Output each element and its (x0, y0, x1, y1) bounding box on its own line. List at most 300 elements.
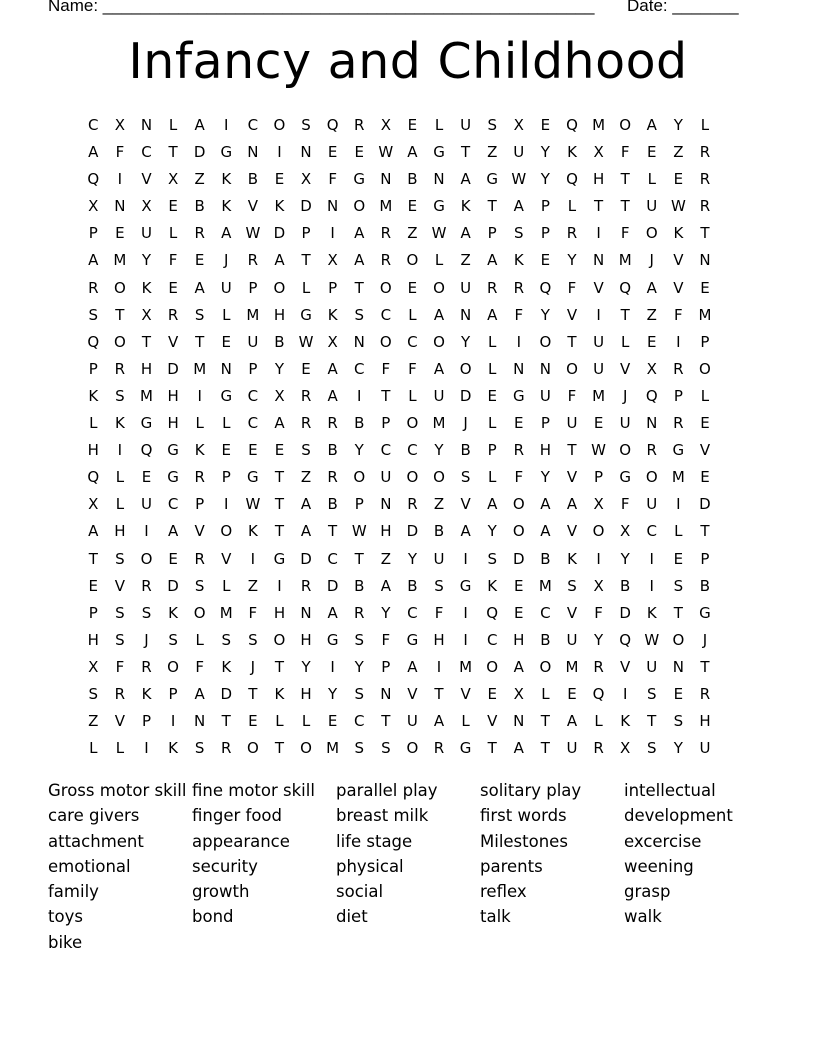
grid-letter: U (539, 386, 551, 405)
grid-letter: E (354, 143, 364, 162)
grid-letter: T (301, 251, 311, 270)
grid-letter: U (380, 468, 392, 487)
grid-letter: R (300, 414, 312, 433)
grid-letter: O (113, 278, 126, 297)
grid-letter: Z (673, 143, 684, 162)
grid-letter: X (274, 386, 285, 405)
grid-letter: E (700, 278, 710, 297)
grid-letter: G (326, 630, 339, 649)
grid-letter: N (380, 495, 392, 514)
grid-letter: D (167, 359, 179, 378)
grid-letter: M (326, 739, 340, 758)
grid-letter: P (540, 197, 550, 216)
grid-letter: I (622, 684, 628, 703)
grid-letter: H (273, 305, 286, 324)
grid-letter: M (432, 414, 446, 433)
grid-letter: C (247, 414, 259, 433)
grid-letter: D (699, 495, 711, 514)
grid-letter: L (700, 116, 710, 134)
grid-letter: L (488, 414, 497, 433)
grid-letter: A (487, 305, 498, 324)
grid-letter: P (673, 386, 683, 405)
grid-letter: S (354, 305, 364, 324)
grid-letter: G (167, 468, 179, 487)
grid-letter: P (195, 495, 205, 514)
grid-letter: G (512, 386, 525, 405)
grid-letter: B (460, 441, 471, 460)
grid-letter: T (354, 549, 364, 568)
grid-letter: W (378, 143, 394, 162)
grid-letter: H (699, 712, 711, 731)
grid-letter: I (277, 143, 282, 162)
grid-letter: T (328, 522, 338, 541)
grid-letter: X (620, 739, 631, 758)
grid-letter: L (222, 305, 231, 324)
grid-letter: N (300, 603, 312, 622)
grid-letter: X (141, 305, 152, 324)
grid-letter: P (540, 224, 550, 243)
grid-letter: O (512, 522, 525, 541)
grid-letter: V (699, 441, 711, 460)
grid-letter: S (354, 684, 364, 703)
grid-letter: E (221, 441, 231, 460)
grid-letter: R (646, 441, 657, 460)
grid-letter: M (113, 251, 127, 270)
grid-letter: O (300, 739, 312, 758)
grid-letter: P (88, 224, 98, 243)
grid-letter: A (300, 522, 312, 541)
grid-letter: F (620, 495, 630, 514)
grid-letter: Z (380, 549, 391, 568)
grid-letter: Y (540, 143, 550, 162)
grid-letter: S (514, 224, 524, 243)
grid-letter: O (193, 603, 206, 622)
grid-letter: M (538, 576, 552, 595)
grid-letter: R (486, 278, 498, 297)
grid-letter: K (221, 197, 232, 216)
grid-letter: G (220, 143, 233, 162)
grid-letter: G (273, 549, 286, 568)
grid-letter: G (140, 414, 153, 433)
grid-letter: P (248, 359, 258, 378)
grid-letter: O (645, 224, 658, 243)
grid-letter: L (700, 386, 710, 405)
grid-letter: O (140, 549, 153, 568)
grid-letter: T (168, 143, 178, 162)
grid-letter: O (539, 332, 552, 351)
grid-letter: U (646, 657, 658, 676)
grid-letter: S (194, 576, 205, 595)
grid-letter: U (220, 278, 232, 297)
grid-letter: T (700, 657, 710, 676)
grid-letter: P (88, 603, 98, 622)
word-bank-item: parents (480, 856, 543, 876)
grid-letter: K (247, 522, 258, 541)
grid-letter: R (699, 684, 711, 703)
grid-letter: S (567, 576, 577, 595)
grid-letter: N (672, 657, 684, 676)
grid-letter: T (274, 657, 285, 676)
grid-letter: B (540, 630, 551, 649)
grid-letter: Z (433, 495, 445, 514)
word-bank-item: appearance (192, 831, 290, 851)
word-bank-item: security (192, 856, 258, 876)
grid-letter: L (168, 224, 178, 243)
grid-letter: C (247, 386, 259, 405)
grid-letter: A (327, 386, 338, 405)
grid-letter: N (513, 359, 525, 378)
grid-letter: T (700, 224, 710, 243)
grid-letter: A (194, 278, 205, 297)
grid-letter: W (511, 170, 527, 189)
grid-letter: Q (87, 468, 100, 487)
grid-letter: X (593, 576, 604, 595)
word-bank-item: Milestones (480, 831, 568, 851)
grid-letter: R (327, 414, 338, 433)
grid-letter: U (593, 359, 605, 378)
grid-letter: K (194, 441, 205, 460)
grid-letter: L (620, 332, 630, 351)
grid-letter: Y (567, 251, 577, 270)
word-bank-item: physical (336, 856, 404, 876)
grid-letter: T (567, 332, 577, 351)
grid-letter: K (487, 576, 498, 595)
grid-letter: J (622, 386, 628, 405)
grid-letter: A (88, 251, 99, 270)
grid-letter: K (168, 603, 178, 622)
grid-letter: S (115, 386, 125, 405)
word-bank-item: walk (624, 907, 662, 927)
grid-letter: H (592, 170, 605, 189)
grid-letter: L (488, 332, 497, 351)
grid-letter: I (330, 224, 335, 243)
grid-letter: W (245, 495, 261, 514)
grid-letter: O (672, 630, 685, 649)
grid-letter: G (300, 305, 312, 324)
grid-letter: W (298, 332, 314, 351)
grid-letter: E (168, 197, 178, 216)
grid-letter: S (194, 305, 205, 324)
grid-letter: E (673, 549, 684, 568)
grid-letter: L (195, 630, 204, 649)
grid-letter: I (144, 739, 149, 758)
grid-letter: L (89, 739, 98, 758)
grid-letter: R (194, 224, 205, 243)
grid-letter: A (566, 712, 578, 731)
grid-letter: X (593, 143, 604, 162)
grid-letter: C (540, 603, 551, 622)
grid-letter: Y (540, 305, 550, 324)
grid-letter: E (487, 386, 497, 405)
grid-letter: A (646, 278, 657, 297)
grid-letter: R (194, 549, 205, 568)
grid-letter: M (671, 468, 685, 487)
grid-letter: O (406, 414, 419, 433)
grid-letter: S (88, 305, 99, 324)
grid-letter: P (301, 224, 311, 243)
grid-letter: I (676, 495, 681, 514)
grid-letter: S (354, 630, 364, 649)
grid-letter: E (327, 712, 338, 731)
grid-letter: G (672, 441, 685, 460)
grid-letter: T (115, 305, 125, 324)
grid-letter: E (221, 332, 231, 351)
grid-letter: S (354, 739, 364, 758)
word-bank-item: Gross motor skill (48, 781, 187, 800)
grid-letter: F (115, 143, 125, 162)
grid-letter: E (593, 414, 604, 433)
grid-letter: Y (328, 684, 338, 703)
grid-letter: X (593, 495, 604, 514)
grid-letter: K (673, 224, 684, 243)
grid-letter: I (596, 224, 601, 243)
grid-letter: L (301, 712, 311, 731)
grid-letter: V (620, 657, 631, 676)
grid-letter: U (646, 495, 658, 514)
grid-letter: B (699, 576, 711, 595)
grid-letter: U (433, 386, 445, 405)
grid-letter: U (247, 332, 259, 351)
grid-letter: X (620, 522, 631, 541)
grid-letter: P (168, 684, 178, 703)
grid-letter: T (593, 197, 604, 216)
grid-letter: D (220, 684, 233, 703)
grid-letter: Y (540, 170, 550, 189)
grid-letter: O (379, 332, 392, 351)
grid-letter: A (300, 495, 312, 514)
grid-letter: E (274, 170, 285, 189)
grid-letter: L (222, 414, 231, 433)
grid-letter: A (433, 712, 445, 731)
word-bank-item: toys (48, 907, 83, 927)
grid-letter: S (115, 603, 125, 622)
grid-letter: N (380, 684, 392, 703)
grid-letter: B (407, 576, 418, 595)
grid-letter: U (513, 143, 525, 162)
grid-letter: R (407, 495, 418, 514)
grid-letter: E (168, 549, 178, 568)
grid-letter: H (300, 684, 312, 703)
grid-letter: V (114, 712, 126, 731)
grid-letter: L (434, 251, 444, 270)
grid-letter: V (566, 468, 578, 487)
grid-letter: Y (487, 522, 497, 541)
grid-letter: K (274, 197, 285, 216)
grid-letter: D (513, 549, 525, 568)
grid-letter: E (248, 712, 258, 731)
grid-letter: K (646, 603, 657, 622)
word-bank-item: attachment (48, 831, 144, 851)
grid-letter: H (87, 441, 99, 460)
grid-letter: T (195, 332, 205, 351)
grid-letter: F (567, 386, 577, 405)
grid-letter: G (220, 386, 233, 405)
grid-letter: Z (300, 468, 312, 487)
grid-letter: L (301, 278, 311, 297)
grid-letter: A (194, 684, 205, 703)
grid-letter: I (463, 549, 468, 568)
grid-letter: F (514, 305, 524, 324)
grid-letter: I (170, 712, 176, 731)
grid-letter: S (673, 712, 684, 731)
word-bank-item: solitary play (480, 781, 582, 800)
grid-letter: U (460, 278, 472, 297)
grid-letter: V (194, 522, 205, 541)
grid-letter: T (567, 441, 577, 460)
grid-letter: E (567, 684, 577, 703)
grid-letter: Y (593, 630, 604, 649)
grid-letter: Q (140, 441, 153, 460)
grid-letter: I (197, 386, 202, 405)
grid-letter: R (354, 603, 365, 622)
grid-letter: N (300, 143, 312, 162)
grid-letter: C (353, 712, 365, 731)
grid-letter: U (566, 630, 578, 649)
grid-letter: A (646, 116, 657, 134)
grid-letter: T (381, 386, 391, 405)
grid-letter: C (407, 441, 418, 460)
grid-letter: O (433, 332, 445, 351)
grid-letter: A (274, 414, 285, 433)
grid-letter: R (380, 224, 392, 243)
grid-letter: L (115, 739, 125, 758)
grid-letter: A (380, 576, 391, 595)
grid-letter: V (593, 278, 604, 297)
grid-letter: O (619, 441, 632, 460)
grid-letter: O (459, 359, 472, 378)
grid-letter: A (513, 197, 524, 216)
grid-letter: R (194, 468, 205, 487)
grid-letter: C (88, 116, 99, 134)
grid-letter: O (699, 359, 711, 378)
grid-letter: P (141, 712, 151, 731)
grid-letter: S (168, 630, 178, 649)
grid-letter: T (700, 522, 710, 541)
grid-letter: I (649, 549, 654, 568)
grid-letter: A (513, 657, 524, 676)
grid-letter: O (113, 332, 126, 351)
grid-letter: Z (646, 305, 657, 324)
grid-letter: G (433, 143, 445, 162)
grid-letter: E (487, 684, 497, 703)
grid-letter: D (167, 576, 179, 595)
grid-letter: J (463, 414, 468, 433)
grid-letter: C (380, 441, 392, 460)
grid-letter: D (273, 224, 286, 243)
grid-letter: C (407, 603, 418, 622)
grid-letter: A (354, 224, 365, 243)
grid-letter: R (513, 441, 525, 460)
grid-letter: A (540, 522, 551, 541)
grid-letter: O (406, 468, 419, 487)
grid-letter: M (246, 305, 260, 324)
grid-letter: I (596, 305, 601, 324)
grid-letter: V (566, 305, 578, 324)
grid-letter: K (88, 386, 99, 405)
word-bank-item: fine motor skill (192, 781, 315, 800)
grid-letter: W (351, 522, 367, 541)
word-bank-item: life stage (336, 831, 413, 851)
grid-letter: L (408, 386, 417, 405)
grid-letter: I (676, 332, 681, 351)
grid-letter: E (514, 603, 524, 622)
grid-letter: V (460, 684, 471, 703)
grid-letter: U (646, 197, 658, 216)
grid-letter: X (88, 495, 99, 514)
word-search-grid (80, 112, 718, 762)
grid-letter: S (194, 739, 205, 758)
grid-letter: Y (540, 468, 550, 487)
grid-letter: K (620, 712, 631, 731)
grid-letter: J (144, 630, 149, 649)
grid-letter: E (540, 116, 551, 134)
grid-letter: X (88, 657, 99, 676)
grid-letter: P (700, 549, 710, 568)
grid-letter: F (594, 603, 603, 622)
grid-letter: P (487, 441, 497, 460)
grid-letter: K (141, 278, 152, 297)
grid-letter: E (327, 143, 338, 162)
grid-letter: O (353, 197, 366, 216)
grid-letter: T (88, 549, 98, 568)
grid-letter: U (433, 549, 445, 568)
grid-letter: T (274, 495, 285, 514)
grid-letter: F (514, 468, 524, 487)
grid-letter: Y (673, 739, 683, 758)
grid-letter: A (407, 657, 418, 676)
grid-letter: R (354, 116, 365, 134)
grid-letter: G (353, 170, 366, 189)
grid-letter: G (699, 603, 711, 622)
grid-letter: B (247, 170, 258, 189)
word-bank-item: talk (480, 907, 511, 927)
grid-letter: E (407, 197, 418, 216)
grid-letter: Y (301, 657, 311, 676)
grid-letter: E (673, 170, 684, 189)
grid-letter: L (89, 414, 98, 433)
grid-letter: S (248, 630, 258, 649)
grid-letter: O (539, 657, 552, 676)
word-bank-item: intellectual (624, 781, 716, 800)
grid-letter: B (354, 414, 365, 433)
grid-letter: M (219, 603, 233, 622)
grid-letter: N (459, 305, 472, 324)
grid-letter: O (167, 657, 179, 676)
grid-letter: Q (486, 603, 499, 622)
grid-letter: R (593, 657, 604, 676)
grid-letter: E (301, 359, 311, 378)
grid-letter: G (247, 468, 259, 487)
grid-letter: L (408, 305, 417, 324)
grid-letter: E (248, 441, 258, 460)
grid-letter: X (141, 197, 152, 216)
grid-letter: N (114, 197, 126, 216)
grid-letter: L (461, 712, 470, 731)
grid-letter: E (647, 143, 657, 162)
grid-letter: K (567, 549, 577, 568)
grid-letter: N (247, 143, 259, 162)
grid-letter: O (512, 495, 525, 514)
grid-letter: A (513, 739, 524, 758)
grid-letter: Q (87, 170, 100, 189)
grid-letter: O (273, 630, 286, 649)
grid-letter: J (224, 251, 229, 270)
grid-letter: M (459, 657, 473, 676)
grid-letter: X (380, 116, 391, 134)
grid-letter: B (433, 522, 445, 541)
word-bank-item: parallel play (336, 781, 438, 800)
grid-letter: E (407, 116, 418, 134)
